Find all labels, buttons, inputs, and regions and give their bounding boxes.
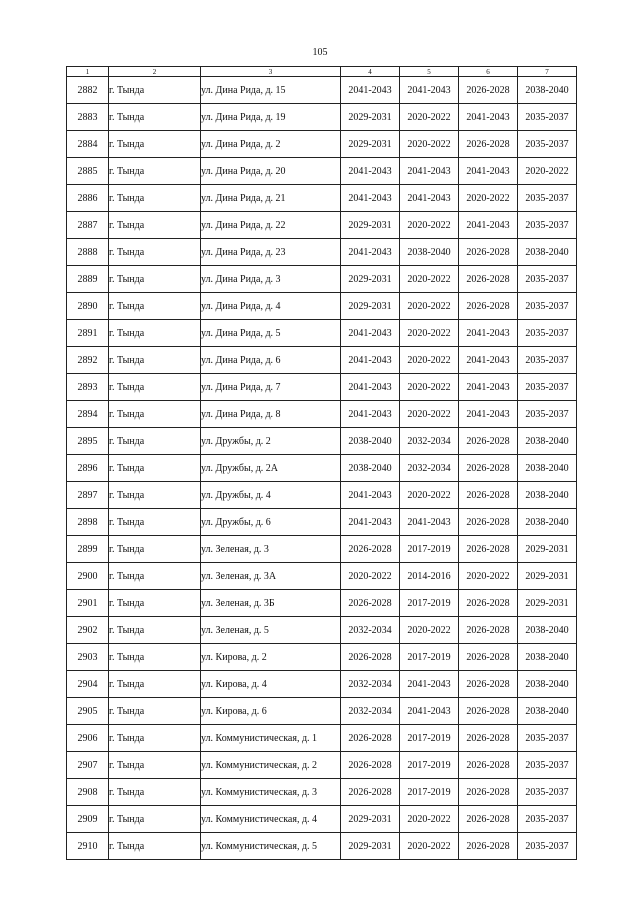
period-cell: 2032-2034: [400, 428, 459, 455]
period-cell: 2032-2034: [341, 617, 400, 644]
row-number: 2905: [67, 698, 109, 725]
row-number: 2904: [67, 671, 109, 698]
address-cell: ул. Дина Рида, д. 8: [201, 401, 341, 428]
column-number-header: 7: [518, 67, 577, 77]
table-row: [67, 347, 577, 374]
city-cell: г. Тында: [109, 455, 201, 482]
table-row: [67, 428, 577, 455]
city-cell: г. Тында: [109, 347, 201, 374]
address-cell: ул. Дина Рида, д. 4: [201, 293, 341, 320]
period-cell: 2017-2019: [400, 779, 459, 806]
period-cell: 2026-2028: [459, 77, 518, 104]
table-row: [67, 536, 577, 563]
table-row: [67, 698, 577, 725]
address-cell: ул. Дина Рида, д. 15: [201, 77, 341, 104]
housing-register-table: [66, 66, 577, 860]
address-cell: ул. Коммунистическая, д. 2: [201, 752, 341, 779]
address-cell: ул. Дина Рида, д. 3: [201, 266, 341, 293]
table-row: [67, 185, 577, 212]
period-cell: 2026-2028: [459, 428, 518, 455]
address-cell: ул. Кирова, д. 4: [201, 671, 341, 698]
period-cell: 2041-2043: [341, 185, 400, 212]
address-cell: ул. Коммунистическая, д. 5: [201, 833, 341, 860]
address-cell: ул. Дина Рида, д. 20: [201, 158, 341, 185]
period-cell: 2038-2040: [400, 239, 459, 266]
row-number: 2894: [67, 401, 109, 428]
period-cell: 2041-2043: [459, 347, 518, 374]
period-cell: 2026-2028: [459, 806, 518, 833]
period-cell: 2032-2034: [341, 698, 400, 725]
period-cell: 2026-2028: [459, 509, 518, 536]
city-cell: г. Тында: [109, 536, 201, 563]
row-number: 2882: [67, 77, 109, 104]
city-cell: г. Тында: [109, 104, 201, 131]
row-number: 2895: [67, 428, 109, 455]
period-cell: 2026-2028: [341, 725, 400, 752]
table-row: [67, 617, 577, 644]
city-cell: г. Тында: [109, 482, 201, 509]
address-cell: ул. Дружбы, д. 6: [201, 509, 341, 536]
table-row: [67, 806, 577, 833]
address-cell: ул. Кирова, д. 2: [201, 644, 341, 671]
column-number-row: [67, 67, 577, 77]
period-cell: 2029-2031: [518, 563, 577, 590]
period-cell: 2020-2022: [400, 131, 459, 158]
row-number: 2902: [67, 617, 109, 644]
address-cell: ул. Дина Рида, д. 5: [201, 320, 341, 347]
table-row: [67, 779, 577, 806]
period-cell: 2026-2028: [341, 536, 400, 563]
table-row: [67, 320, 577, 347]
period-cell: 2029-2031: [341, 104, 400, 131]
address-cell: ул. Дружбы, д. 2: [201, 428, 341, 455]
table-row: [67, 239, 577, 266]
period-cell: 2035-2037: [518, 266, 577, 293]
period-cell: 2029-2031: [341, 833, 400, 860]
period-cell: 2020-2022: [400, 293, 459, 320]
city-cell: г. Тында: [109, 698, 201, 725]
period-cell: 2041-2043: [341, 482, 400, 509]
address-cell: ул. Зеленая, д. 5: [201, 617, 341, 644]
period-cell: 2029-2031: [341, 266, 400, 293]
table-row: [67, 752, 577, 779]
period-cell: 2020-2022: [400, 320, 459, 347]
period-cell: 2026-2028: [459, 266, 518, 293]
table-row: [67, 401, 577, 428]
address-cell: ул. Дина Рида, д. 6: [201, 347, 341, 374]
city-cell: г. Тында: [109, 833, 201, 860]
period-cell: 2017-2019: [400, 590, 459, 617]
period-cell: 2020-2022: [400, 401, 459, 428]
period-cell: 2041-2043: [400, 77, 459, 104]
period-cell: 2035-2037: [518, 185, 577, 212]
period-cell: 2041-2043: [341, 158, 400, 185]
period-cell: 2035-2037: [518, 374, 577, 401]
address-cell: ул. Зеленая, д. 3А: [201, 563, 341, 590]
city-cell: г. Тында: [109, 563, 201, 590]
period-cell: 2026-2028: [459, 698, 518, 725]
period-cell: 2026-2028: [459, 482, 518, 509]
row-number: 2910: [67, 833, 109, 860]
row-number: 2885: [67, 158, 109, 185]
period-cell: 2014-2016: [400, 563, 459, 590]
row-number: 2896: [67, 455, 109, 482]
table-row: [67, 104, 577, 131]
address-cell: ул. Коммунистическая, д. 4: [201, 806, 341, 833]
column-number-header: 2: [109, 67, 201, 77]
address-cell: ул. Дина Рида, д. 21: [201, 185, 341, 212]
period-cell: 2026-2028: [459, 671, 518, 698]
period-cell: 2041-2043: [459, 158, 518, 185]
period-cell: 2041-2043: [400, 185, 459, 212]
period-cell: 2029-2031: [341, 293, 400, 320]
period-cell: 2041-2043: [400, 158, 459, 185]
address-cell: ул. Коммунистическая, д. 1: [201, 725, 341, 752]
city-cell: г. Тында: [109, 644, 201, 671]
period-cell: 2029-2031: [518, 536, 577, 563]
period-cell: 2026-2028: [459, 617, 518, 644]
city-cell: г. Тында: [109, 725, 201, 752]
period-cell: 2041-2043: [459, 401, 518, 428]
period-cell: 2026-2028: [341, 644, 400, 671]
city-cell: г. Тында: [109, 293, 201, 320]
table-row: [67, 455, 577, 482]
row-number: 2898: [67, 509, 109, 536]
period-cell: 2038-2040: [518, 239, 577, 266]
period-cell: 2032-2034: [400, 455, 459, 482]
row-number: 2907: [67, 752, 109, 779]
column-number-header: 1: [67, 67, 109, 77]
period-cell: 2017-2019: [400, 644, 459, 671]
table-row: [67, 266, 577, 293]
period-cell: 2035-2037: [518, 212, 577, 239]
period-cell: 2026-2028: [459, 644, 518, 671]
row-number: 2903: [67, 644, 109, 671]
row-number: 2884: [67, 131, 109, 158]
table-row: [67, 725, 577, 752]
period-cell: 2020-2022: [400, 374, 459, 401]
row-number: 2901: [67, 590, 109, 617]
table-row: [67, 833, 577, 860]
city-cell: г. Тында: [109, 266, 201, 293]
period-cell: 2038-2040: [341, 455, 400, 482]
row-number: 2906: [67, 725, 109, 752]
city-cell: г. Тында: [109, 590, 201, 617]
period-cell: 2041-2043: [400, 671, 459, 698]
period-cell: 2035-2037: [518, 104, 577, 131]
row-number: 2893: [67, 374, 109, 401]
period-cell: 2041-2043: [459, 104, 518, 131]
period-cell: 2029-2031: [341, 806, 400, 833]
period-cell: 2020-2022: [400, 212, 459, 239]
period-cell: 2041-2043: [400, 698, 459, 725]
city-cell: г. Тында: [109, 509, 201, 536]
period-cell: 2017-2019: [400, 752, 459, 779]
row-number: 2890: [67, 293, 109, 320]
row-number: 2908: [67, 779, 109, 806]
period-cell: 2026-2028: [459, 779, 518, 806]
address-cell: ул. Зеленая, д. 3Б: [201, 590, 341, 617]
column-number-header: 4: [341, 67, 400, 77]
city-cell: г. Тында: [109, 239, 201, 266]
period-cell: 2041-2043: [459, 212, 518, 239]
address-cell: ул. Кирова, д. 6: [201, 698, 341, 725]
table-row: [67, 482, 577, 509]
period-cell: 2035-2037: [518, 779, 577, 806]
period-cell: 2041-2043: [341, 509, 400, 536]
period-cell: 2026-2028: [341, 590, 400, 617]
period-cell: 2041-2043: [459, 320, 518, 347]
period-cell: 2026-2028: [459, 131, 518, 158]
row-number: 2909: [67, 806, 109, 833]
period-cell: 2038-2040: [518, 617, 577, 644]
row-number: 2887: [67, 212, 109, 239]
period-cell: 2026-2028: [459, 833, 518, 860]
address-cell: ул. Дина Рида, д. 2: [201, 131, 341, 158]
period-cell: 2038-2040: [518, 482, 577, 509]
period-cell: 2020-2022: [341, 563, 400, 590]
row-number: 2899: [67, 536, 109, 563]
address-cell: ул. Зеленая, д. 3: [201, 536, 341, 563]
table-body: [67, 77, 577, 860]
table-row: [67, 671, 577, 698]
city-cell: г. Тында: [109, 77, 201, 104]
period-cell: 2038-2040: [518, 77, 577, 104]
address-cell: ул. Дружбы, д. 4: [201, 482, 341, 509]
table-row: [67, 293, 577, 320]
period-cell: 2041-2043: [459, 374, 518, 401]
period-cell: 2032-2034: [341, 671, 400, 698]
period-cell: 2035-2037: [518, 752, 577, 779]
period-cell: 2038-2040: [518, 509, 577, 536]
period-cell: 2041-2043: [400, 509, 459, 536]
period-cell: 2020-2022: [400, 266, 459, 293]
city-cell: г. Тында: [109, 320, 201, 347]
period-cell: 2017-2019: [400, 725, 459, 752]
city-cell: г. Тында: [109, 131, 201, 158]
city-cell: г. Тында: [109, 806, 201, 833]
period-cell: 2029-2031: [341, 212, 400, 239]
period-cell: 2041-2043: [341, 320, 400, 347]
period-cell: 2020-2022: [459, 185, 518, 212]
table-row: [67, 77, 577, 104]
address-cell: ул. Дружбы, д. 2А: [201, 455, 341, 482]
table-row: [67, 590, 577, 617]
city-cell: г. Тында: [109, 617, 201, 644]
city-cell: г. Тында: [109, 212, 201, 239]
period-cell: 2029-2031: [518, 590, 577, 617]
address-cell: ул. Дина Рида, д. 23: [201, 239, 341, 266]
row-number: 2883: [67, 104, 109, 131]
row-number: 2892: [67, 347, 109, 374]
period-cell: 2035-2037: [518, 320, 577, 347]
address-cell: ул. Дина Рида, д. 7: [201, 374, 341, 401]
period-cell: 2029-2031: [341, 131, 400, 158]
period-cell: 2035-2037: [518, 833, 577, 860]
column-number-header: 5: [400, 67, 459, 77]
period-cell: 2041-2043: [341, 77, 400, 104]
period-cell: 2026-2028: [341, 752, 400, 779]
table-row: [67, 212, 577, 239]
period-cell: 2020-2022: [400, 104, 459, 131]
column-number-header: 6: [459, 67, 518, 77]
city-cell: г. Тында: [109, 671, 201, 698]
row-number: 2888: [67, 239, 109, 266]
row-number: 2891: [67, 320, 109, 347]
table-row: [67, 158, 577, 185]
city-cell: г. Тында: [109, 158, 201, 185]
period-cell: 2020-2022: [518, 158, 577, 185]
table-row: [67, 509, 577, 536]
period-cell: 2026-2028: [341, 779, 400, 806]
row-number: 2886: [67, 185, 109, 212]
period-cell: 2035-2037: [518, 401, 577, 428]
period-cell: 2026-2028: [459, 752, 518, 779]
period-cell: 2026-2028: [459, 590, 518, 617]
table-row: [67, 374, 577, 401]
period-cell: 2038-2040: [341, 428, 400, 455]
period-cell: 2035-2037: [518, 806, 577, 833]
city-cell: г. Тында: [109, 779, 201, 806]
city-cell: г. Тында: [109, 374, 201, 401]
row-number: 2889: [67, 266, 109, 293]
address-cell: ул. Коммунистическая, д. 3: [201, 779, 341, 806]
period-cell: 2038-2040: [518, 644, 577, 671]
period-cell: 2020-2022: [400, 833, 459, 860]
period-cell: 2038-2040: [518, 455, 577, 482]
address-cell: ул. Дина Рида, д. 22: [201, 212, 341, 239]
period-cell: 2020-2022: [400, 482, 459, 509]
row-number: 2897: [67, 482, 109, 509]
period-cell: 2035-2037: [518, 293, 577, 320]
period-cell: 2035-2037: [518, 347, 577, 374]
city-cell: г. Тында: [109, 428, 201, 455]
address-cell: ул. Дина Рида, д. 19: [201, 104, 341, 131]
city-cell: г. Тында: [109, 401, 201, 428]
table-row: [67, 131, 577, 158]
city-cell: г. Тында: [109, 752, 201, 779]
period-cell: 2035-2037: [518, 725, 577, 752]
period-cell: 2026-2028: [459, 455, 518, 482]
period-cell: 2038-2040: [518, 671, 577, 698]
table-row: [67, 644, 577, 671]
period-cell: 2020-2022: [400, 617, 459, 644]
period-cell: 2017-2019: [400, 536, 459, 563]
period-cell: 2038-2040: [518, 698, 577, 725]
period-cell: 2035-2037: [518, 131, 577, 158]
row-number: 2900: [67, 563, 109, 590]
page-number: 105: [312, 47, 328, 58]
period-cell: 2026-2028: [459, 725, 518, 752]
period-cell: 2020-2022: [459, 563, 518, 590]
period-cell: 2038-2040: [518, 428, 577, 455]
city-cell: г. Тында: [109, 185, 201, 212]
table-row: [67, 563, 577, 590]
period-cell: 2041-2043: [341, 347, 400, 374]
period-cell: 2041-2043: [341, 374, 400, 401]
period-cell: 2026-2028: [459, 293, 518, 320]
period-cell: 2026-2028: [459, 239, 518, 266]
period-cell: 2026-2028: [459, 536, 518, 563]
period-cell: 2041-2043: [341, 401, 400, 428]
period-cell: 2020-2022: [400, 347, 459, 374]
period-cell: 2041-2043: [341, 239, 400, 266]
column-number-header: 3: [201, 67, 341, 77]
period-cell: 2020-2022: [400, 806, 459, 833]
